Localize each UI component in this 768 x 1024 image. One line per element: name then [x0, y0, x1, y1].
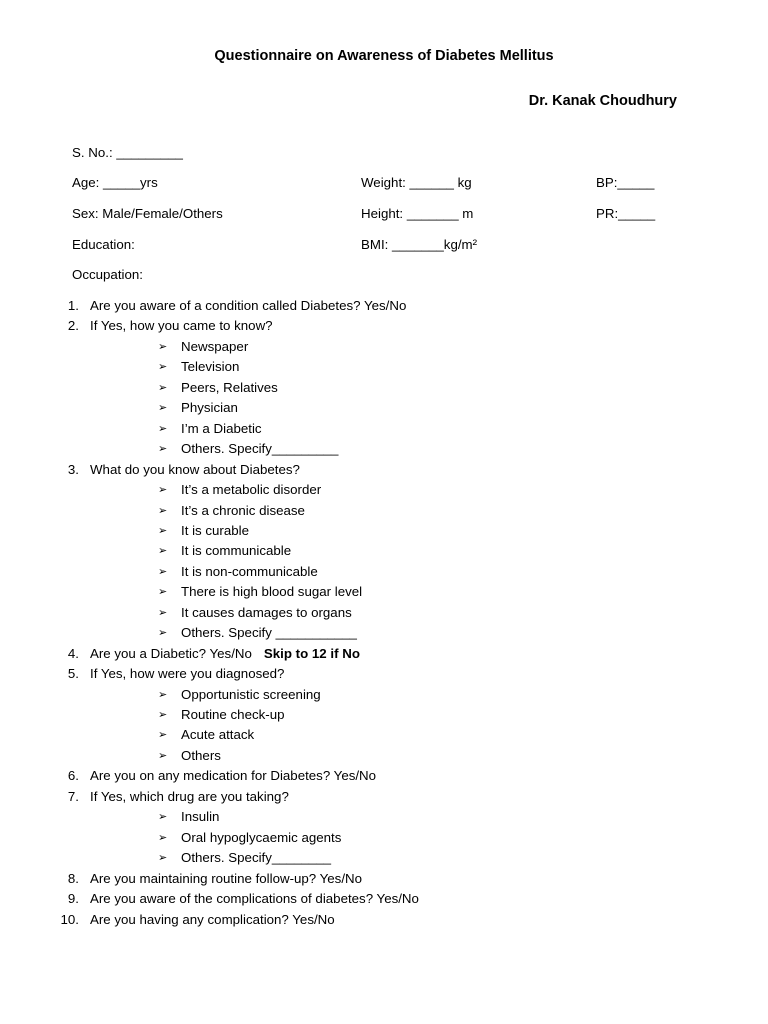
option-text: Routine check-up [181, 707, 285, 722]
option-text: Others [181, 747, 221, 763]
question-text: Are you aware of a condition called Diabetes? Yes/No [90, 298, 407, 313]
option-text: Newspaper [181, 338, 249, 354]
question-text: If Yes, how you came to know? [90, 318, 273, 334]
option-text: Others. Specify ___________ [181, 625, 357, 641]
option-text: It causes damages to organs [181, 604, 352, 620]
option-item [158, 687, 321, 702]
question-text: Are you maintaining routine follow-up? Yes/No [90, 870, 363, 886]
question-text: What do you know about Diabetes? [90, 461, 300, 477]
bmi-field: BMI: _______kg/m² [361, 237, 478, 252]
arrow-bullet-icon: ➢ [158, 381, 168, 394]
option-item [158, 584, 362, 599]
arrow-bullet-icon: ➢ [158, 811, 168, 824]
option-item [158, 605, 352, 620]
option-text: Physician [181, 400, 238, 416]
arrow-bullet-icon: ➢ [158, 340, 168, 353]
question-number: 7. [67, 788, 79, 804]
arrow-bullet-icon: ➢ [158, 504, 168, 517]
option-text: It is non-communicable [181, 563, 318, 579]
option-item [158, 400, 238, 415]
sex-field: Sex: Male/Female/Others [72, 206, 223, 221]
weight-field: Weight: ______ kg [361, 175, 472, 190]
question-number: 6. [67, 768, 79, 784]
option-text: Insulin [181, 809, 220, 825]
option-text: Peers, Relatives [181, 379, 278, 395]
question-text: Are you a Diabetic? Yes/No Skip to 12 if No [90, 645, 360, 661]
question-text: If Yes, how were you diagnosed? [90, 666, 285, 682]
question-note: Skip to 12 if No [263, 645, 360, 661]
question-number: 10. [60, 911, 79, 927]
age-field: Age: _____yrs [72, 175, 158, 190]
option-text: There is high blood sugar level [181, 584, 363, 600]
option-item [158, 809, 219, 824]
option-text: It’s a chronic disease [181, 502, 305, 518]
arrow-bullet-icon: ➢ [158, 484, 168, 497]
option-item [158, 482, 321, 497]
option-item [158, 748, 221, 763]
arrow-bullet-icon: ➢ [158, 749, 168, 762]
option-item [158, 503, 305, 518]
arrow-bullet-icon: ➢ [158, 422, 168, 435]
arrow-bullet-icon: ➢ [158, 524, 168, 537]
author-name: Dr. Kanak Choudhury [528, 93, 677, 109]
question-number: 3. [67, 461, 79, 477]
arrow-bullet-icon: ➢ [158, 729, 168, 742]
arrow-bullet-icon: ➢ [158, 709, 168, 721]
arrow-bullet-icon: ➢ [158, 688, 168, 701]
arrow-bullet-icon: ➢ [158, 402, 168, 415]
option-item [158, 380, 278, 395]
option-item [158, 850, 331, 865]
option-item [158, 543, 291, 558]
question-number: 8. [67, 870, 79, 886]
arrow-bullet-icon: ➢ [158, 565, 168, 578]
option-text: Acute attack [181, 727, 255, 743]
arrow-bullet-icon: ➢ [158, 586, 168, 599]
option-item [158, 441, 338, 456]
question-text: Are you on any medication for Diabetes? Yes/No [90, 768, 377, 784]
height-field: Height: _______ m [361, 206, 474, 221]
arrow-bullet-icon: ➢ [158, 831, 168, 844]
serial-number-field: S. No.: _________ [72, 145, 183, 160]
arrow-bullet-icon: ➢ [158, 627, 168, 640]
option-item [158, 625, 357, 640]
option-text: Others. Specify________ [181, 850, 332, 866]
option-text: Opportunistic screening [181, 686, 321, 702]
option-item [158, 727, 254, 742]
option-text: Oral hypoglycaemic agents [181, 829, 342, 845]
arrow-bullet-icon: ➢ [158, 443, 168, 456]
arrow-bullet-icon: ➢ [158, 545, 168, 558]
option-item [158, 564, 318, 579]
option-text: Television [181, 359, 240, 375]
option-item [158, 830, 341, 845]
option-text: It is communicable [181, 543, 292, 559]
option-text: Others. Specify_________ [181, 441, 339, 457]
arrow-bullet-icon: ➢ [158, 606, 168, 619]
occupation-field: Occupation: [72, 267, 143, 282]
education-field: Education: [72, 237, 135, 252]
option-item [158, 707, 284, 722]
question-number: 5. [67, 666, 79, 682]
question-number: 2. [67, 318, 79, 334]
arrow-bullet-icon: ➢ [158, 361, 168, 374]
bp-field: BP:_____ [596, 175, 655, 190]
question-text: If Yes, which drug are you taking? [90, 788, 289, 804]
question-text: Are you having any complication? Yes/No [90, 911, 335, 927]
option-item [158, 523, 249, 538]
option-text: I’m a Diabetic [181, 420, 262, 436]
page-title: Questionnaire on Awareness of Diabetes Mellitus [214, 48, 554, 64]
option-item [158, 421, 262, 436]
question-text: Are you aware of the complications of diabetes? Yes/No [90, 891, 419, 907]
arrow-bullet-icon: ➢ [158, 852, 168, 865]
option-item [158, 359, 239, 374]
option-item [158, 339, 248, 354]
question-number: 1. [67, 298, 79, 313]
pr-field: PR:_____ [596, 206, 656, 221]
option-text: It’s a metabolic disorder [181, 482, 322, 498]
question-number: 4. [67, 645, 79, 661]
question-number: 9. [67, 891, 79, 907]
option-text: It is curable [181, 522, 249, 538]
